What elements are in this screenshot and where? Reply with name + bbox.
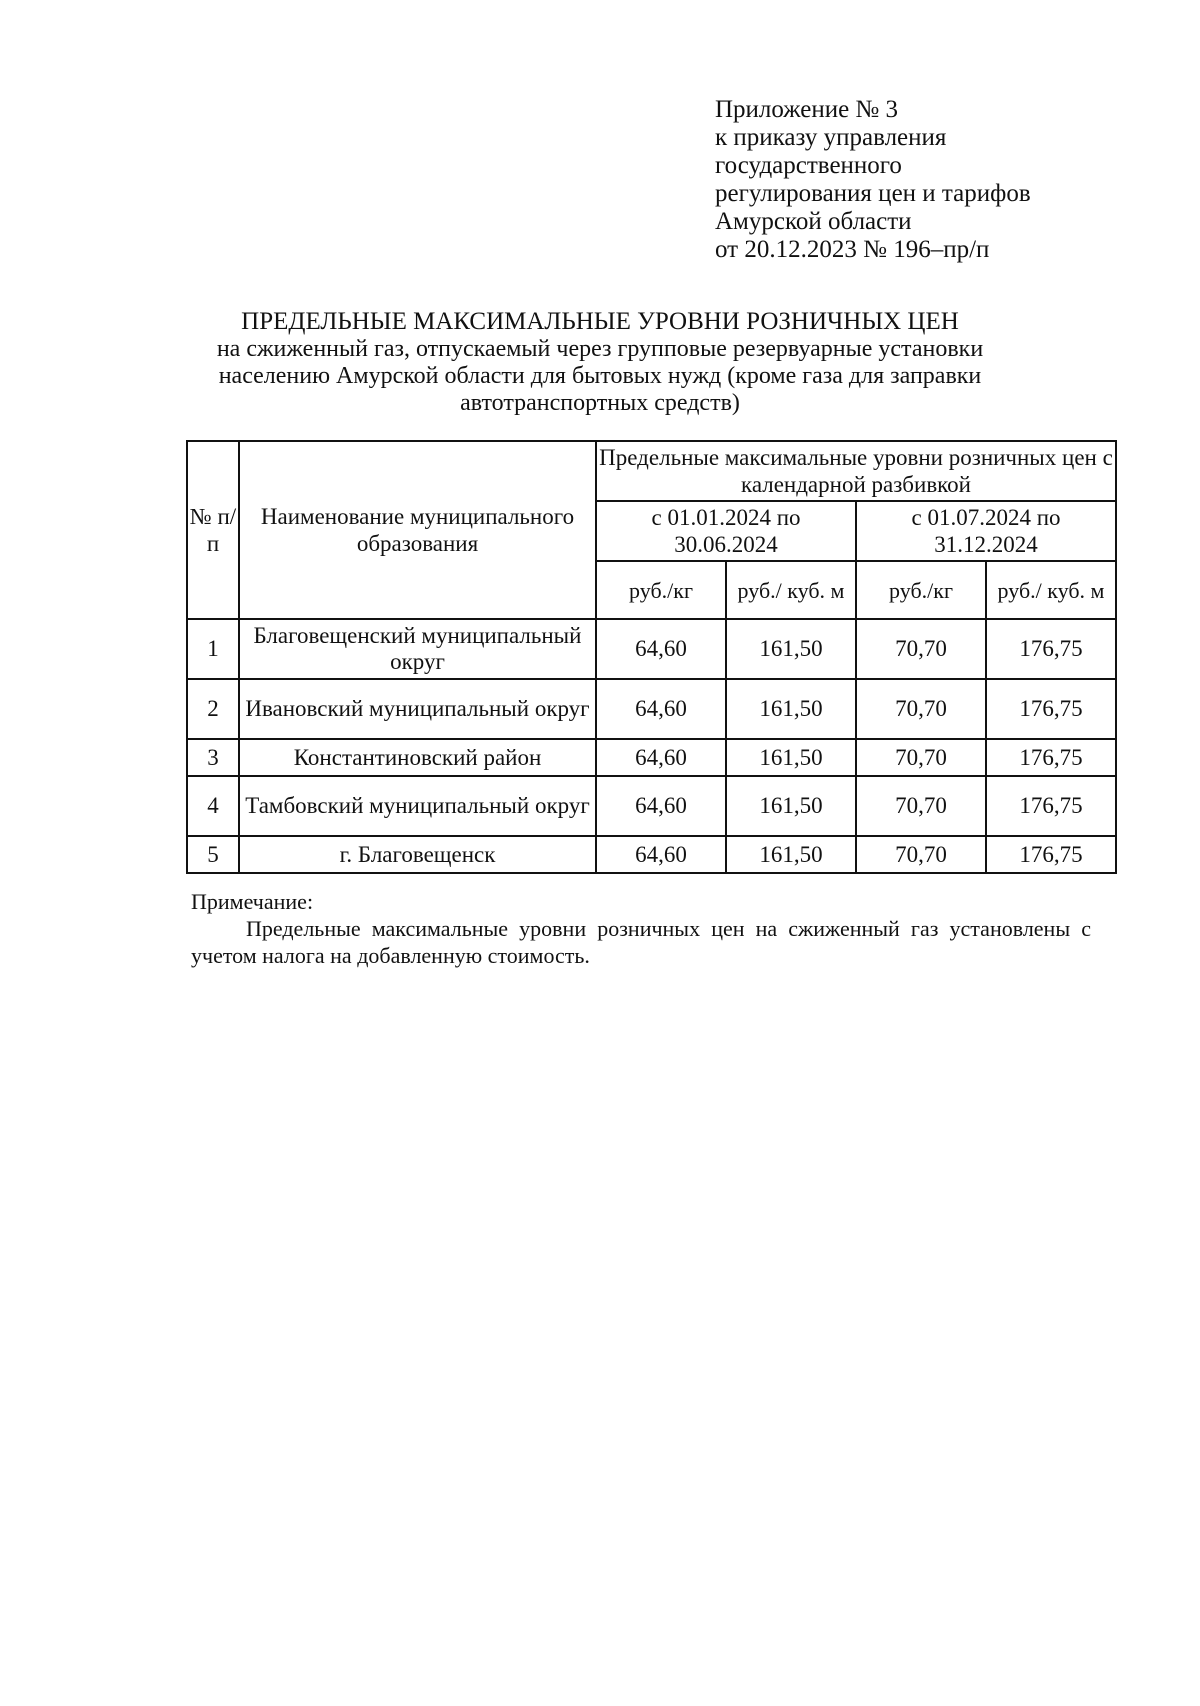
title-sub-line: на сжиженный газ, отпускаемый через групповые резервуарные установки [216, 336, 984, 362]
row-p2-m3: 176,75 [986, 679, 1116, 739]
title-main: ПРЕДЕЛЬНЫЕ МАКСИМАЛЬНЫЕ УРОВНИ РОЗНИЧНЫХ ЦЕН [241, 308, 959, 335]
appendix-reference [715, 96, 1031, 264]
appendix-line: Амурской области [715, 208, 912, 235]
row-p2-m3: 176,75 [986, 776, 1116, 836]
note-block [191, 888, 1091, 969]
title-sub-line: населению Амурской области для бытовых нужд (кроме газа для заправки [218, 363, 982, 389]
appendix-line: к приказу управления [715, 124, 947, 151]
row-name: Ивановский муниципальный округ [239, 679, 596, 739]
table-row [187, 776, 1116, 836]
header-unit-m3: руб./ куб. м [986, 561, 1116, 619]
row-name: Тамбовский муниципальный округ [239, 776, 596, 836]
row-num: 2 [187, 679, 239, 739]
row-p2-m3: 176,75 [986, 739, 1116, 776]
header-unit-kg: руб./кг [596, 561, 726, 619]
header-period-2: с 01.07.2024 по 31.12.2024 [856, 501, 1116, 561]
row-p1-kg: 64,60 [596, 836, 726, 873]
table-row [187, 619, 1116, 679]
row-p1-m3: 161,50 [726, 836, 856, 873]
note-label: Примечание: [191, 889, 314, 914]
row-p2-kg: 70,70 [856, 679, 986, 739]
table-row [187, 739, 1116, 776]
title-sub-line: автотранспортных средств) [460, 390, 740, 416]
row-p2-m3: 176,75 [986, 619, 1116, 679]
header-num: № п/п [187, 441, 239, 619]
header-name: Наименование муниципального образования [239, 441, 596, 619]
row-p2-kg: 70,70 [856, 836, 986, 873]
note-text: Предельные максимальные уровни розничных цен на сжиженный газ установлены с учетом налога на добавленную стоимость. [191, 916, 1091, 968]
row-num: 5 [187, 836, 239, 873]
row-p1-m3: 161,50 [726, 619, 856, 679]
row-p2-kg: 70,70 [856, 619, 986, 679]
row-p1-kg: 64,60 [596, 776, 726, 836]
table-row [187, 679, 1116, 739]
row-p1-m3: 161,50 [726, 776, 856, 836]
document-title [0, 308, 1200, 417]
row-p2-kg: 70,70 [856, 739, 986, 776]
row-p1-kg: 64,60 [596, 679, 726, 739]
row-num: 1 [187, 619, 239, 679]
row-p1-m3: 161,50 [726, 679, 856, 739]
appendix-line: от 20.12.2023 № 196–пр/п [715, 236, 990, 263]
row-num: 4 [187, 776, 239, 836]
row-p1-kg: 64,60 [596, 619, 726, 679]
header-period-1: с 01.01.2024 по 30.06.2024 [596, 501, 856, 561]
row-name: Благовещенский муниципальный округ [239, 619, 596, 679]
row-name: Константиновский район [239, 739, 596, 776]
header-price-group: Предельные максимальные уровни розничных цен с календарной разбивкой [596, 441, 1116, 501]
price-table [186, 440, 1117, 874]
header-unit-kg: руб./кг [856, 561, 986, 619]
appendix-line: регулирования цен и тарифов [715, 180, 1031, 207]
row-num: 3 [187, 739, 239, 776]
table-row [187, 836, 1116, 873]
row-name: г. Благовещенск [239, 836, 596, 873]
appendix-line: государственного [715, 152, 902, 179]
row-p1-kg: 64,60 [596, 739, 726, 776]
row-p2-m3: 176,75 [986, 836, 1116, 873]
appendix-line: Приложение № 3 [715, 96, 899, 123]
row-p2-kg: 70,70 [856, 776, 986, 836]
row-p1-m3: 161,50 [726, 739, 856, 776]
header-unit-m3: руб./ куб. м [726, 561, 856, 619]
